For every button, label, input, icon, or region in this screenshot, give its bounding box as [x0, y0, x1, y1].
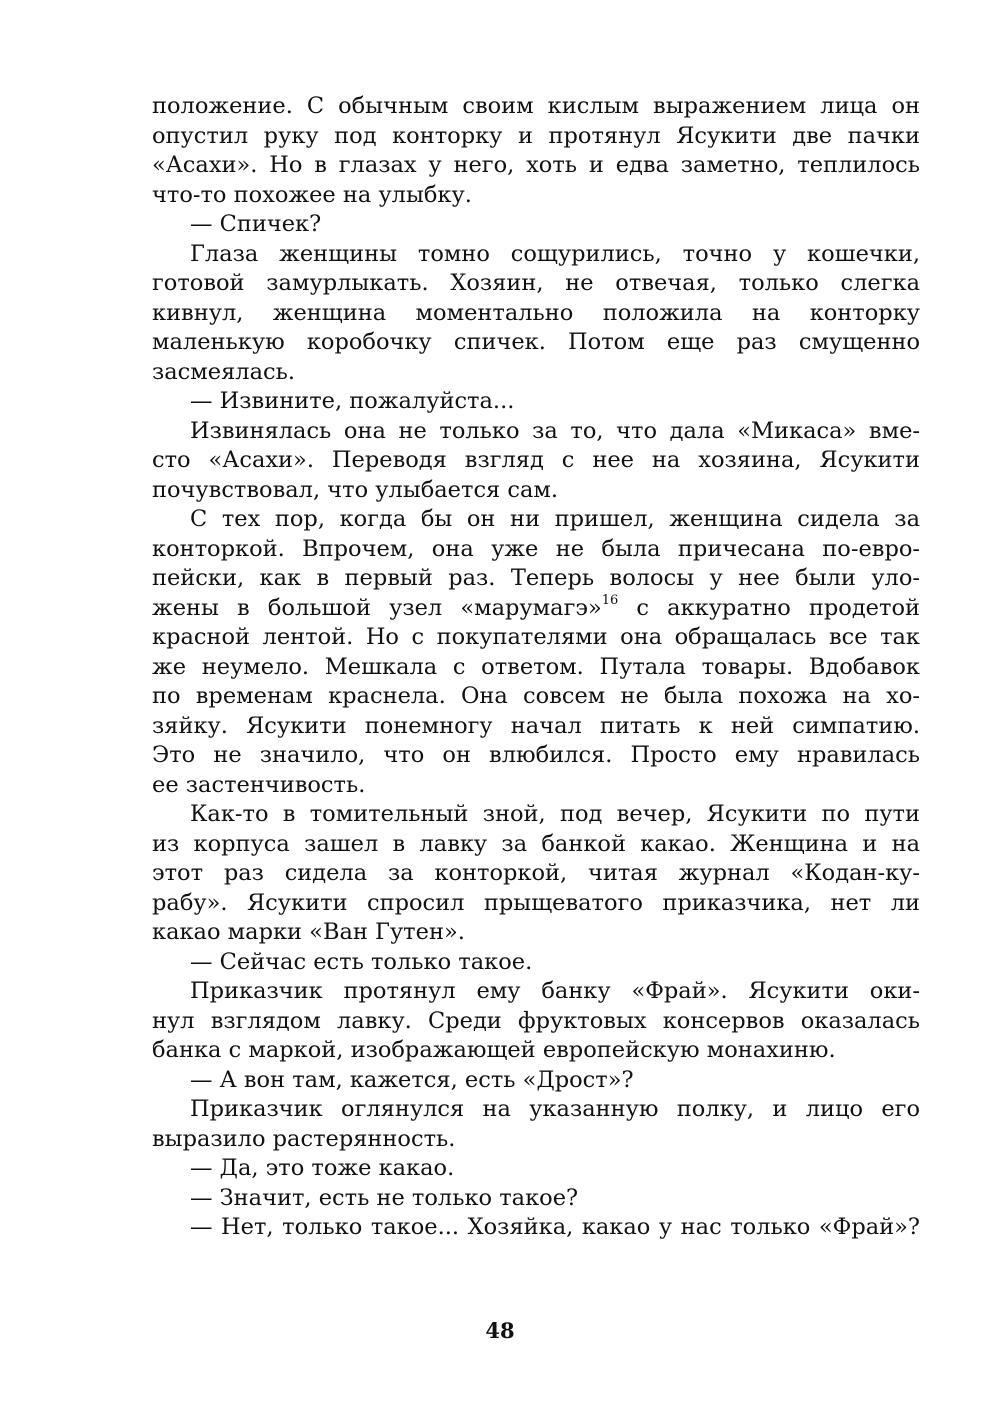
text-line: из корпуса зашел в лавку за банкой какао. Женщина и на: [152, 830, 920, 857]
text-segment: жены в большой узел «марумагэ»: [152, 594, 602, 621]
text-line: конторкой. Впрочем, она уже не была причесана по-евро-: [152, 535, 920, 562]
text-line: Глаза женщины томно сощурились, точно у кошечки,: [190, 240, 920, 267]
text-line: Это не значило, что он влюбился. Просто ему нравилась: [152, 742, 920, 768]
text-line: Как-то в томительный зной, под вечер, Ясукити по пути: [190, 801, 920, 827]
text-line: банка с маркой, изображающей европейскую монахиню.: [152, 1037, 836, 1063]
text-line: что-то похожее на улыбку.: [152, 181, 472, 208]
dialogue-line: — А вон там, кажется, есть «Дрост»?: [190, 1066, 634, 1093]
text-line: ее застенчивость.: [152, 771, 366, 798]
text-line: почувствовал, что улыбается сам.: [152, 476, 559, 503]
text-line: по временам краснела. Она совсем не была похожа на хо-: [152, 683, 920, 709]
text-line: маленькую коробочку спичек. Потом еще раз смущенно: [152, 329, 920, 355]
text-line: нул взглядом лавку. Среди фруктовых консервов оказалась: [152, 1007, 920, 1034]
text-line: готовой замурлыкать. Хозяин, не отвечая, только слегка: [152, 270, 920, 296]
text-line: же неумело. Мешкала с ответом. Путала товары. Вдобавок: [152, 653, 920, 680]
dialogue-line: — Нет, только такое... Хозяйка, какао у нас только «Фрай»?: [190, 1214, 920, 1240]
text-line: пейски, как в первый раз. Теперь волосы у нее были уло-: [152, 565, 920, 591]
text-line: красной лентой. Но с покупателями она обращалась все так: [152, 624, 920, 650]
text-line: сто «Асахи». Переводя взгляд с нее на хозяина, Ясукити: [152, 447, 920, 473]
text-line: опустил руку под конторку и протянул Ясукити две пачки: [152, 122, 920, 149]
page-number: 48: [485, 1318, 515, 1343]
text-line: рабу». Ясукити спросил прыщеватого приказчика, нет ли: [152, 889, 920, 916]
text-line: какао марки «Ван Гутен».: [152, 919, 465, 945]
text-line: Приказчик протянул ему банку «Фрай». Ясукити оки-: [190, 978, 920, 1004]
text-line: зяйку. Ясукити понемногу начал питать к ней симпатию.: [152, 712, 920, 739]
text-line: С тех пор, когда бы он ни пришел, женщина сидела за: [190, 506, 920, 532]
body-text: [152, 92, 920, 1243]
text-line: выразило растерянность.: [152, 1125, 456, 1152]
text-line: этот раз сидела за конторкой, читая журнал «Кодан-ку-: [152, 860, 920, 886]
text-line-with-footnote: [152, 594, 920, 624]
text-line: положение. С обычным своим кислым выражением лица он: [152, 93, 920, 119]
text-line: «Асахи». Но в глазах у него, хоть и едва заметно, теплилось: [152, 152, 920, 178]
footnote-reference[interactable]: 16: [601, 593, 619, 608]
dialogue-line: — Извините, пожалуйста...: [190, 388, 515, 414]
text-line: кивнул, женщина моментально положила на конторку: [152, 299, 920, 326]
dialogue-line: — Спичек?: [190, 211, 322, 237]
dialogue-line: — Да, это тоже какао.: [190, 1155, 455, 1181]
text-line: Извинялась она не только за то, что дала «Микаса» вме-: [190, 417, 920, 444]
text-segment: с аккуратно продетой: [636, 594, 920, 621]
text-line: Приказчик оглянулся на указанную полку, и лицо его: [190, 1096, 920, 1122]
text-line: засмеялась.: [152, 358, 296, 385]
dialogue-line: — Значит, есть не только такое?: [190, 1184, 579, 1211]
dialogue-line: — Сейчас есть только такое.: [190, 948, 533, 975]
